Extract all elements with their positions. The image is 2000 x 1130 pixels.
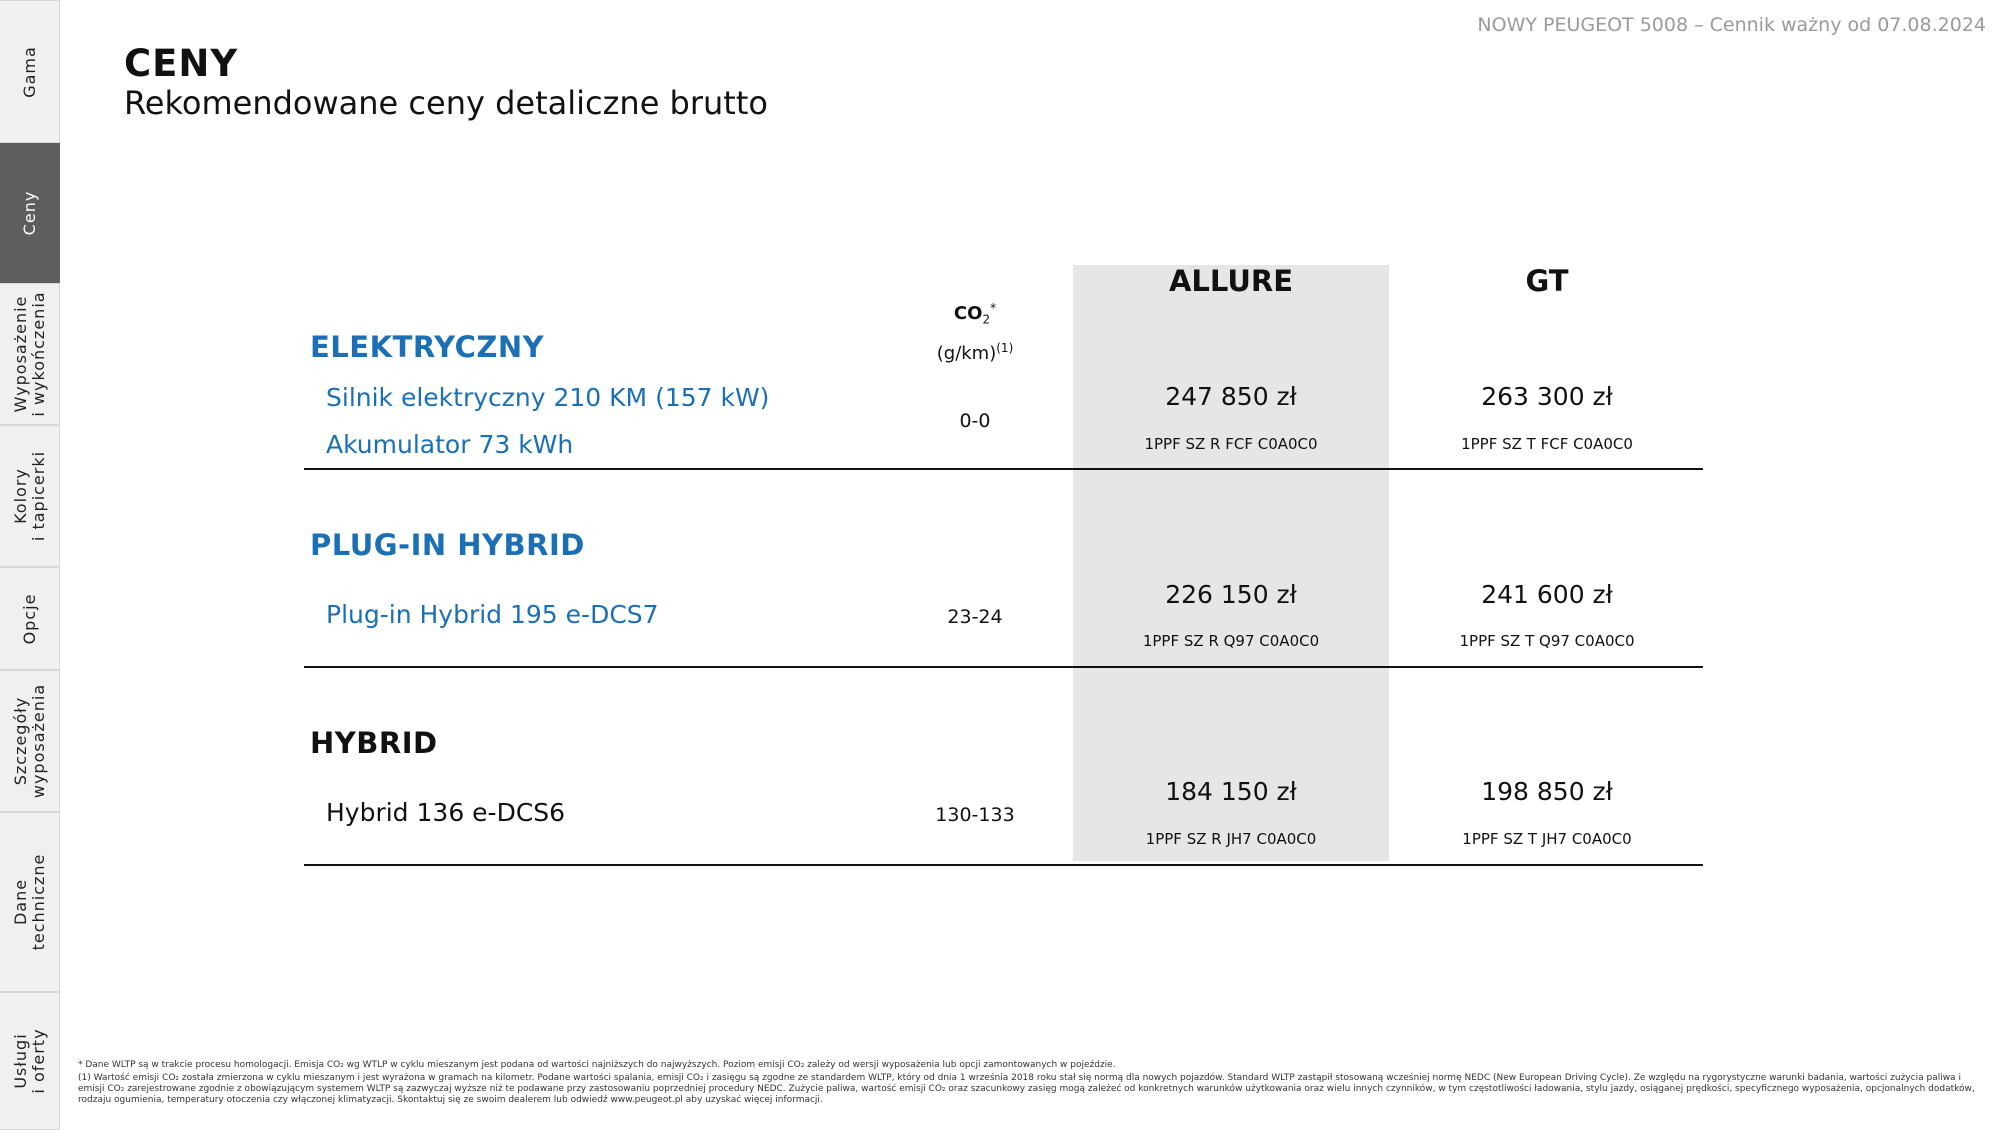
- tab-wyposazenie[interactable]: [0, 283, 60, 425]
- co2-value-plug-in-hybrid: 23-24: [947, 606, 1003, 628]
- tab-wyposazenie-label: Wyposażenie i wykończenia: [10, 291, 48, 417]
- price-gt-hybrid: 198 850 zł: [1481, 777, 1613, 806]
- tab-kolory[interactable]: [0, 425, 60, 567]
- code-allure-plug-in-hybrid: 1PPF SZ R Q97 C0A0C0: [1142, 632, 1320, 650]
- tab-uslugi-label: Usługi i oferty: [10, 1028, 48, 1094]
- co2-header-footnote-ref: (1): [996, 340, 1014, 355]
- code-gt-hybrid: 1PPF SZ T JH7 C0A0C0: [1462, 830, 1632, 848]
- row-label-plug-in-hybrid: Plug-in Hybrid 195 e-DCS7: [326, 600, 659, 629]
- code-gt-plug-in-hybrid: 1PPF SZ T Q97 C0A0C0: [1459, 632, 1635, 650]
- tab-opcje-label: Opcje: [19, 593, 39, 644]
- page-subtitle: Rekomendowane ceny detaliczne brutto: [124, 84, 768, 122]
- tab-dane-techniczne-label: Dane techniczne: [10, 853, 48, 951]
- code-gt-elektryczny: 1PPF SZ T FCF C0A0C0: [1461, 435, 1633, 453]
- tab-ceny-label: Ceny: [19, 190, 39, 236]
- allure-column-background: [1073, 265, 1389, 861]
- co2-header-subscript: 2: [982, 312, 991, 327]
- tab-ceny[interactable]: [0, 143, 60, 283]
- tab-szczegoly-label: Szczegóły wyposażenia: [10, 683, 48, 799]
- footnote-co2: (1) Wartość emisji CO₂ została zmierzona w cyklu mieszanym i jest wyrażona w gramach na kilometr. Podane wartości spalania, emisji CO₂ i zasięgu są zgodne ze standardem WLTP, który od dnia 1 września 2018 roku stał się normą dla nowych pojazdów. Standard WLTP zastąpił stosowaną wcześniej normę NEDC (New European Driving Cycle). Ze względu na rygorystyczne warunki badania, wartości zużycia paliwa i emisji CO₂ zarejestrowane zgodnie z obowiązującym systemem WLTP są zazwyczaj wyższe niż te podawane przy zastosowaniu poprzedniej procedury NEDC. Zużycie paliwa, wartość emisji CO₂ oraz szacunkowy zasięg mogą zależeć od konkretnych warunków użytkowania oraz wielu innych czynników, w tym częstotliwości ładowania, stylu jazdy, osiąganej prędkości, specyficznego wyposażenia, opcjonalnych dodatków, rodzaju ogumienia, temperatury otoczenia czy włączonej klimatyzacji. Skontaktuj się ze swoim dealerem lub odwiedź www.peugeot.pl aby uzyskać więcej informacji.: [78, 1073, 1975, 1105]
- section-title-elektryczny: ELEKTRYCZNY: [310, 330, 545, 364]
- section-divider: [304, 468, 1703, 470]
- price-allure-plug-in-hybrid: 226 150 zł: [1165, 580, 1297, 609]
- tab-opcje[interactable]: [0, 567, 60, 670]
- co2-header-unit: (g/km): [936, 342, 997, 364]
- code-allure-hybrid: 1PPF SZ R JH7 C0A0C0: [1145, 830, 1317, 848]
- footnote-wltp: * Dane WLTP są w trakcie procesu homologacji. Emisja CO₂ wg WTLP w cyklu mieszanym jest podana od wartości najniższych do najwyższych. Poziom emisji CO₂ zależy od wersji wyposażenia lub opcji zamontowanych w pojeździe.: [78, 1060, 1116, 1070]
- co2-column-header: [900, 294, 1050, 368]
- co2-header-label: CO: [953, 303, 983, 324]
- section-title-plug-in-hybrid: PLUG-IN HYBRID: [310, 528, 585, 562]
- row-label-akumulator: Akumulator 73 kWh: [326, 430, 574, 459]
- column-header-allure: ALLURE: [1168, 264, 1294, 298]
- document-header: NOWY PEUGEOT 5008 – Cennik ważny od 07.08.2024: [1477, 14, 1986, 36]
- tab-dane-techniczne[interactable]: [0, 812, 60, 992]
- price-gt-elektryczny: 263 300 zł: [1481, 382, 1613, 411]
- row-label-silnik: Silnik elektryczny 210 KM (157 kW): [326, 383, 770, 412]
- section-divider: [304, 864, 1703, 866]
- code-allure-elektryczny: 1PPF SZ R FCF C0A0C0: [1144, 435, 1318, 453]
- price-allure-elektryczny: 247 850 zł: [1165, 382, 1297, 411]
- section-divider: [304, 666, 1703, 668]
- column-header-gt: GT: [1525, 264, 1569, 298]
- tab-gama-label: Gama: [19, 45, 39, 98]
- tab-szczegoly[interactable]: [0, 670, 60, 812]
- tab-uslugi[interactable]: [0, 992, 60, 1130]
- footnotes: [78, 1060, 1988, 1108]
- price-gt-plug-in-hybrid: 241 600 zł: [1481, 580, 1613, 609]
- co2-value-hybrid: 130-133: [935, 804, 1015, 826]
- tab-kolory-label: Kolory i tapicerki: [10, 450, 48, 542]
- co2-header-asterisk: *: [990, 301, 997, 315]
- tab-gama[interactable]: [0, 0, 60, 143]
- page-title: CENY: [124, 42, 239, 85]
- row-label-hybrid: Hybrid 136 e-DCS6: [326, 798, 566, 827]
- section-title-hybrid: HYBRID: [310, 726, 438, 760]
- sidebar-nav: [0, 0, 62, 1130]
- co2-value-elektryczny: 0-0: [959, 410, 991, 432]
- price-allure-hybrid: 184 150 zł: [1165, 777, 1297, 806]
